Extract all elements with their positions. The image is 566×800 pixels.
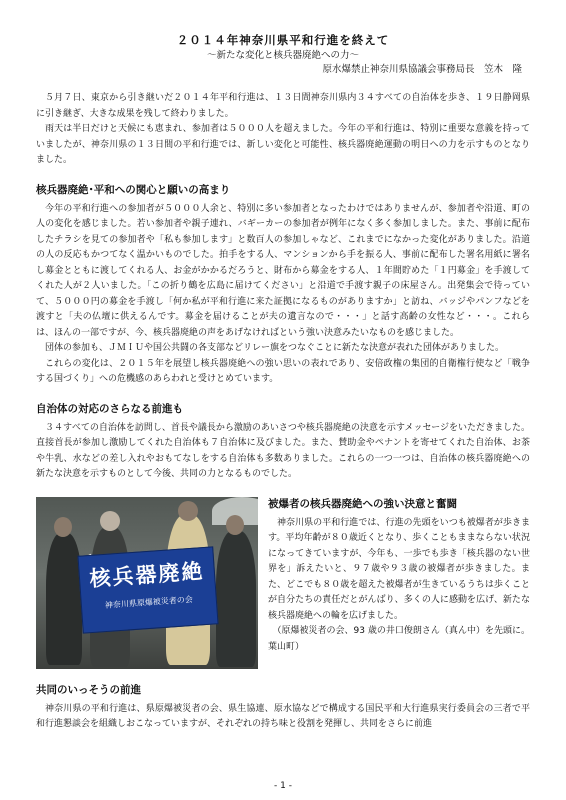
page-number: - 1 - (274, 781, 292, 791)
march-photo (36, 497, 258, 669)
document-title: ２０１４年神奈川県平和行進を終えて (176, 33, 390, 47)
protest-banner (77, 546, 218, 633)
marcher-figure (46, 533, 82, 665)
banner-main-text: 核兵器廃絶 (88, 557, 206, 591)
section-heading-hibakusha: 被爆者の核兵器廃絶への強い決意と奮闘 (268, 497, 457, 510)
section-heading-cooperation: 共同のいっそうの前進 (36, 683, 141, 696)
author-line: 原水爆禁止神奈川県協議会事務局長 笠木 隆 (322, 64, 522, 75)
section3-paragraph-1: 神奈川県の平和行進では、行進の先頭をいつも被爆者が歩きます。平均年齢が８０歳近くとなり、歩くこともままならない状況になってきていますが、今年も、一歩でも歩き「核兵器のない世界を」訴えたいと、９７歳や９３歳の被爆者が歩きました。また、どこでも８０歳を超えた被爆者が生きているうちは歩くことが自分たちの責任だとがんばり、多くの人に感動を広げ、新たな核兵器廃絶への輪を広げました。 (268, 517, 530, 621)
section-heading-municipalities: 自治体の対応のさらなる前進も (36, 402, 183, 415)
marcher-head (54, 517, 72, 537)
section1-paragraph-3: これらの変化は、２０１５年を展望し核兵器廃絶への強い思いの表れであり、安倍政権の集団的自衛権行使など「戦争する国づくり」への危機感のあらわれと受けとめています。 (36, 358, 530, 384)
banner-sub-text: 神奈川県原爆被災者の会 (104, 594, 194, 610)
section1-paragraph-1: 今年の平和行進への参加者が５０００人余と、特別に多い参加者となったわけではありませんが、参加者や沿道、町の人の変化を感じました。若い参加者や親子連れ、バギーカーの参加者が例年になく多く参加しました。また、事前に配布したチラシを見ての参加者や「私も参加します」と数百人の参加しゃなど、これまでになかった変化がありました。沿道の人の反応もかつてなく温かいものでした。拍手をする人、マンションから手を振る人、事前に配布した署名用紙に署名し募金とともに渡してくれる人、お金がかかるだろうと、財布から募金をする人、１年間貯めた「１円募金」を手渡してくれた人が２人いました。「この折り鶴を広島に届けてください」と沿道で手渡す親子の床屋さん。出発集会で待っていて、５０００円の募金を手渡し「何か私が平和行進に来た証拠になるものがありますか」と訪ね、バッジやパンフなどを渡すと「夫の仏壇に供えるんです。募金を届けることが夫の遺言なので・・・」と話す高齢の女性など・・・。これらは、ほんの一部ですが、今、核兵器廃絶の声をあげなければという強い決意みたいなものを感じました。 (36, 203, 530, 338)
section4-paragraph-1: 神奈川県の平和行進は、県原爆被災者の会、県生協連、原水協などで構成する国民平和大行進県実行委員会の三者で平和行進懇談会を組織しおこなっていますが、それぞれの持ち味と役割を発揮し、共同をさらに前進 (36, 703, 530, 729)
marcher-figure (216, 531, 256, 667)
marcher-head (226, 515, 244, 535)
intro-paragraph-2: 雨天は半日だけと天候にも恵まれ、参加者は５０００人を超えました。今年の平和行進は、特別に重要な意義を持っていましたが、神奈川県の１３日間の平和行進では、新しい変化と可能性、核兵器廃絶運動の明日への力を示すものとなりました。 (36, 124, 530, 165)
document-subtitle: ～新たな変化と核兵器廃絶への力～ (206, 50, 359, 61)
marcher-head (178, 501, 198, 521)
intro-paragraph-1: ５月７日、東京から引き継いだ２０１４年平和行進は、１３日間神奈川県内３４すべての自治体を歩き、１９日静岡県に引き継ぎ、大きな成果を残して終わりました。 (36, 93, 530, 119)
photo-section (36, 497, 530, 669)
section2-paragraph-1: ３４すべての自治体を訪問し、首長や議長から激励のあいさつや核兵器廃絶の決意を示すメッセージをいただきました。直接首長が参加し激励してくれた自治体も７自治体に及びました。また、賛助金やペナントを寄せてくれた自治体、お茶や牛乳、水などの差し入れやおもてなしをする自治体も多数ありました。これらの一つ一つは、自治体の核兵器廃絶への新たな決意を示すものとして今後、共同の力となるものでした。 (36, 422, 530, 479)
photo-caption: （原爆被災者の会、93 歳の井口俊朗さん（真ん中）を先頭に。葉山町） (268, 626, 530, 652)
photo-side-text (268, 497, 530, 656)
marcher-head (100, 511, 120, 531)
section1-paragraph-2: 団体の参加も、ＪＭＩＵや国公共闘の各支部などリレー旗をつなぐことに新たな決意が表れた団体がありました。 (45, 343, 505, 353)
section-heading-interest: 核兵器廃絶･平和への関心と願いの高まり (36, 183, 231, 196)
